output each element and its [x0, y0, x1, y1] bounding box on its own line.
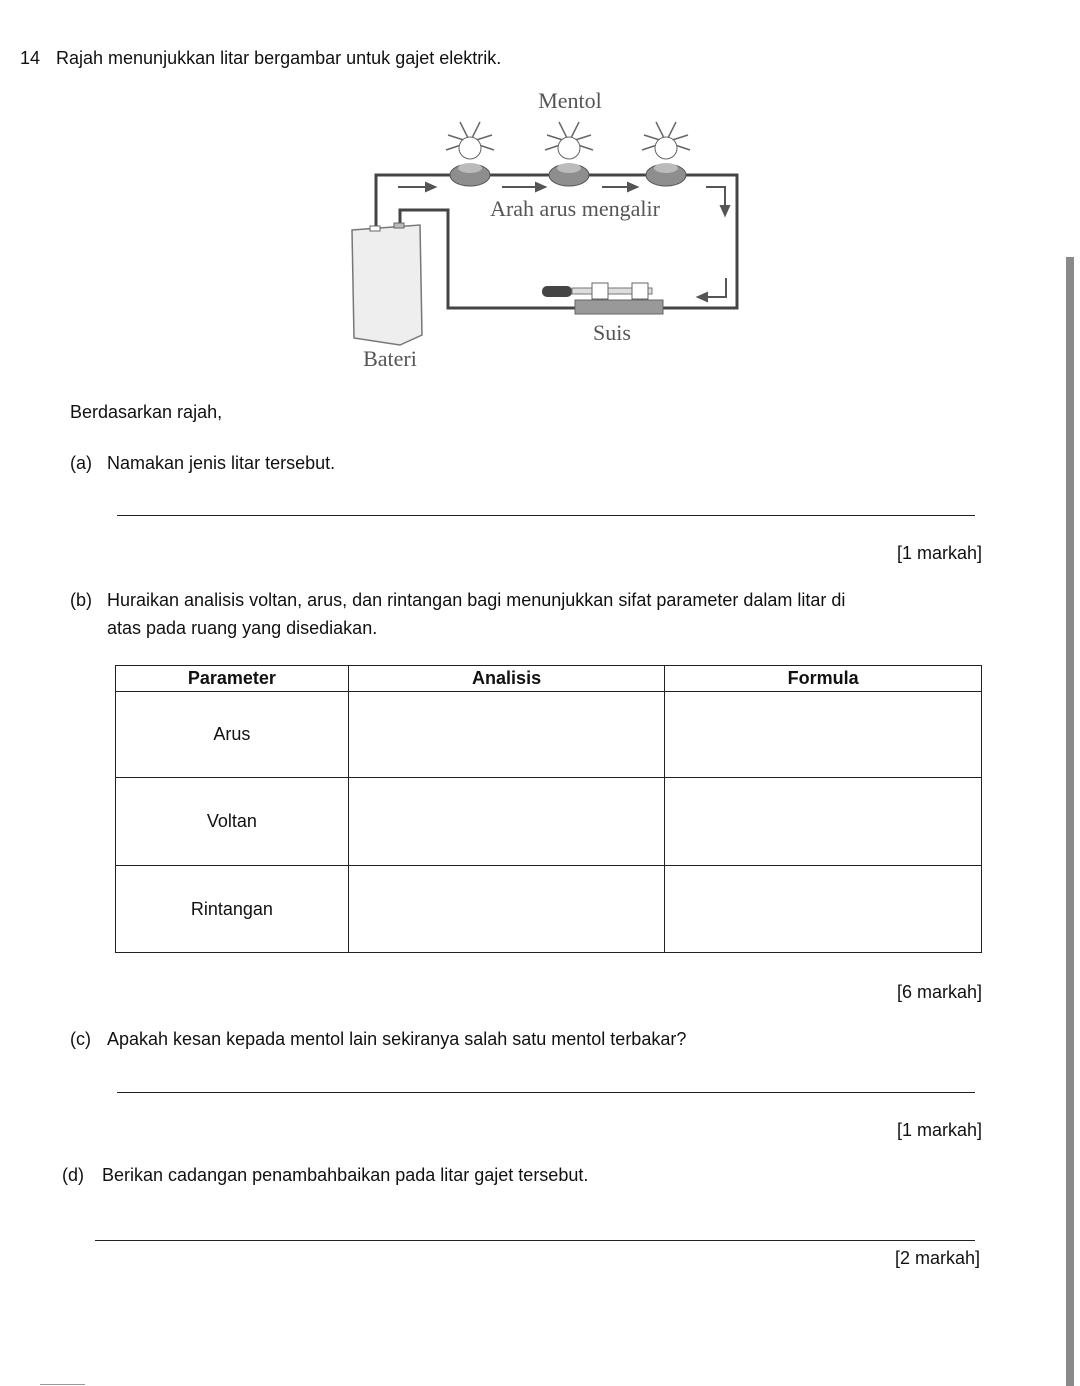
part-d-question: Berikan cadangan penambahbaikan pada litar gajet tersebut.	[102, 1165, 589, 1185]
part-b-label: (b)	[70, 590, 92, 610]
part-d-marks: [2 markah]	[894, 1248, 980, 1268]
part-c-question: Apakah kesan kepada mentol lain sekiranya salah satu mentol terbakar?	[107, 1029, 687, 1049]
formula-cell[interactable]	[665, 778, 982, 866]
part-d-label: (d)	[62, 1165, 84, 1185]
intro-text: Berdasarkan rajah,	[70, 402, 223, 422]
page-divider	[40, 1384, 85, 1385]
part-c-label: (c)	[70, 1029, 91, 1049]
row-parameter-voltan: Voltan	[116, 778, 349, 866]
part-a-marks: [1 markah]	[896, 543, 982, 563]
header-parameter: Parameter	[116, 666, 349, 692]
label-battery: Bateri	[363, 346, 417, 371]
bulb-icon	[642, 122, 690, 186]
part-b-question-line1: Huraikan analisis voltan, arus, dan rintangan bagi menunjukkan sifat parameter dalam litar di	[107, 590, 846, 610]
part-c-answer-line[interactable]	[117, 1092, 975, 1093]
circuit-diagram	[340, 80, 760, 380]
analisis-cell[interactable]	[348, 692, 665, 778]
scrollbar[interactable]	[1066, 257, 1074, 1386]
analisis-cell[interactable]	[348, 866, 665, 953]
bulb-icon	[446, 122, 494, 186]
table-header-row	[116, 666, 982, 692]
part-d-answer-line[interactable]	[95, 1240, 975, 1241]
table-row	[116, 866, 982, 953]
parameter-table	[115, 665, 982, 953]
bulbs	[446, 122, 690, 186]
part-c-marks: [1 markah]	[896, 1120, 982, 1140]
bulb-icon	[545, 122, 593, 186]
row-parameter-arus: Arus	[116, 692, 349, 778]
table-row	[116, 692, 982, 778]
label-switch: Suis	[593, 320, 631, 345]
header-formula: Formula	[665, 666, 982, 692]
part-a-label: (a)	[70, 453, 92, 473]
row-parameter-rintangan: Rintangan	[116, 866, 349, 953]
analisis-cell[interactable]	[348, 778, 665, 866]
table-row	[116, 778, 982, 866]
part-a-answer-line[interactable]	[117, 515, 975, 516]
part-a-question: Namakan jenis litar tersebut.	[107, 453, 336, 473]
label-current-direction: Arah arus mengalir	[490, 196, 660, 221]
formula-cell[interactable]	[665, 866, 982, 953]
part-b-marks: [6 markah]	[896, 982, 982, 1002]
header-analisis: Analisis	[348, 666, 665, 692]
formula-cell[interactable]	[665, 692, 982, 778]
question-stem: Rajah menunjukkan litar bergambar untuk gajet elektrik.	[56, 48, 502, 68]
question-number: 14	[20, 48, 41, 68]
part-b-question-line2: atas pada ruang yang disediakan.	[107, 618, 378, 638]
label-mentol: Mentol	[538, 88, 602, 113]
battery-icon	[352, 223, 422, 345]
